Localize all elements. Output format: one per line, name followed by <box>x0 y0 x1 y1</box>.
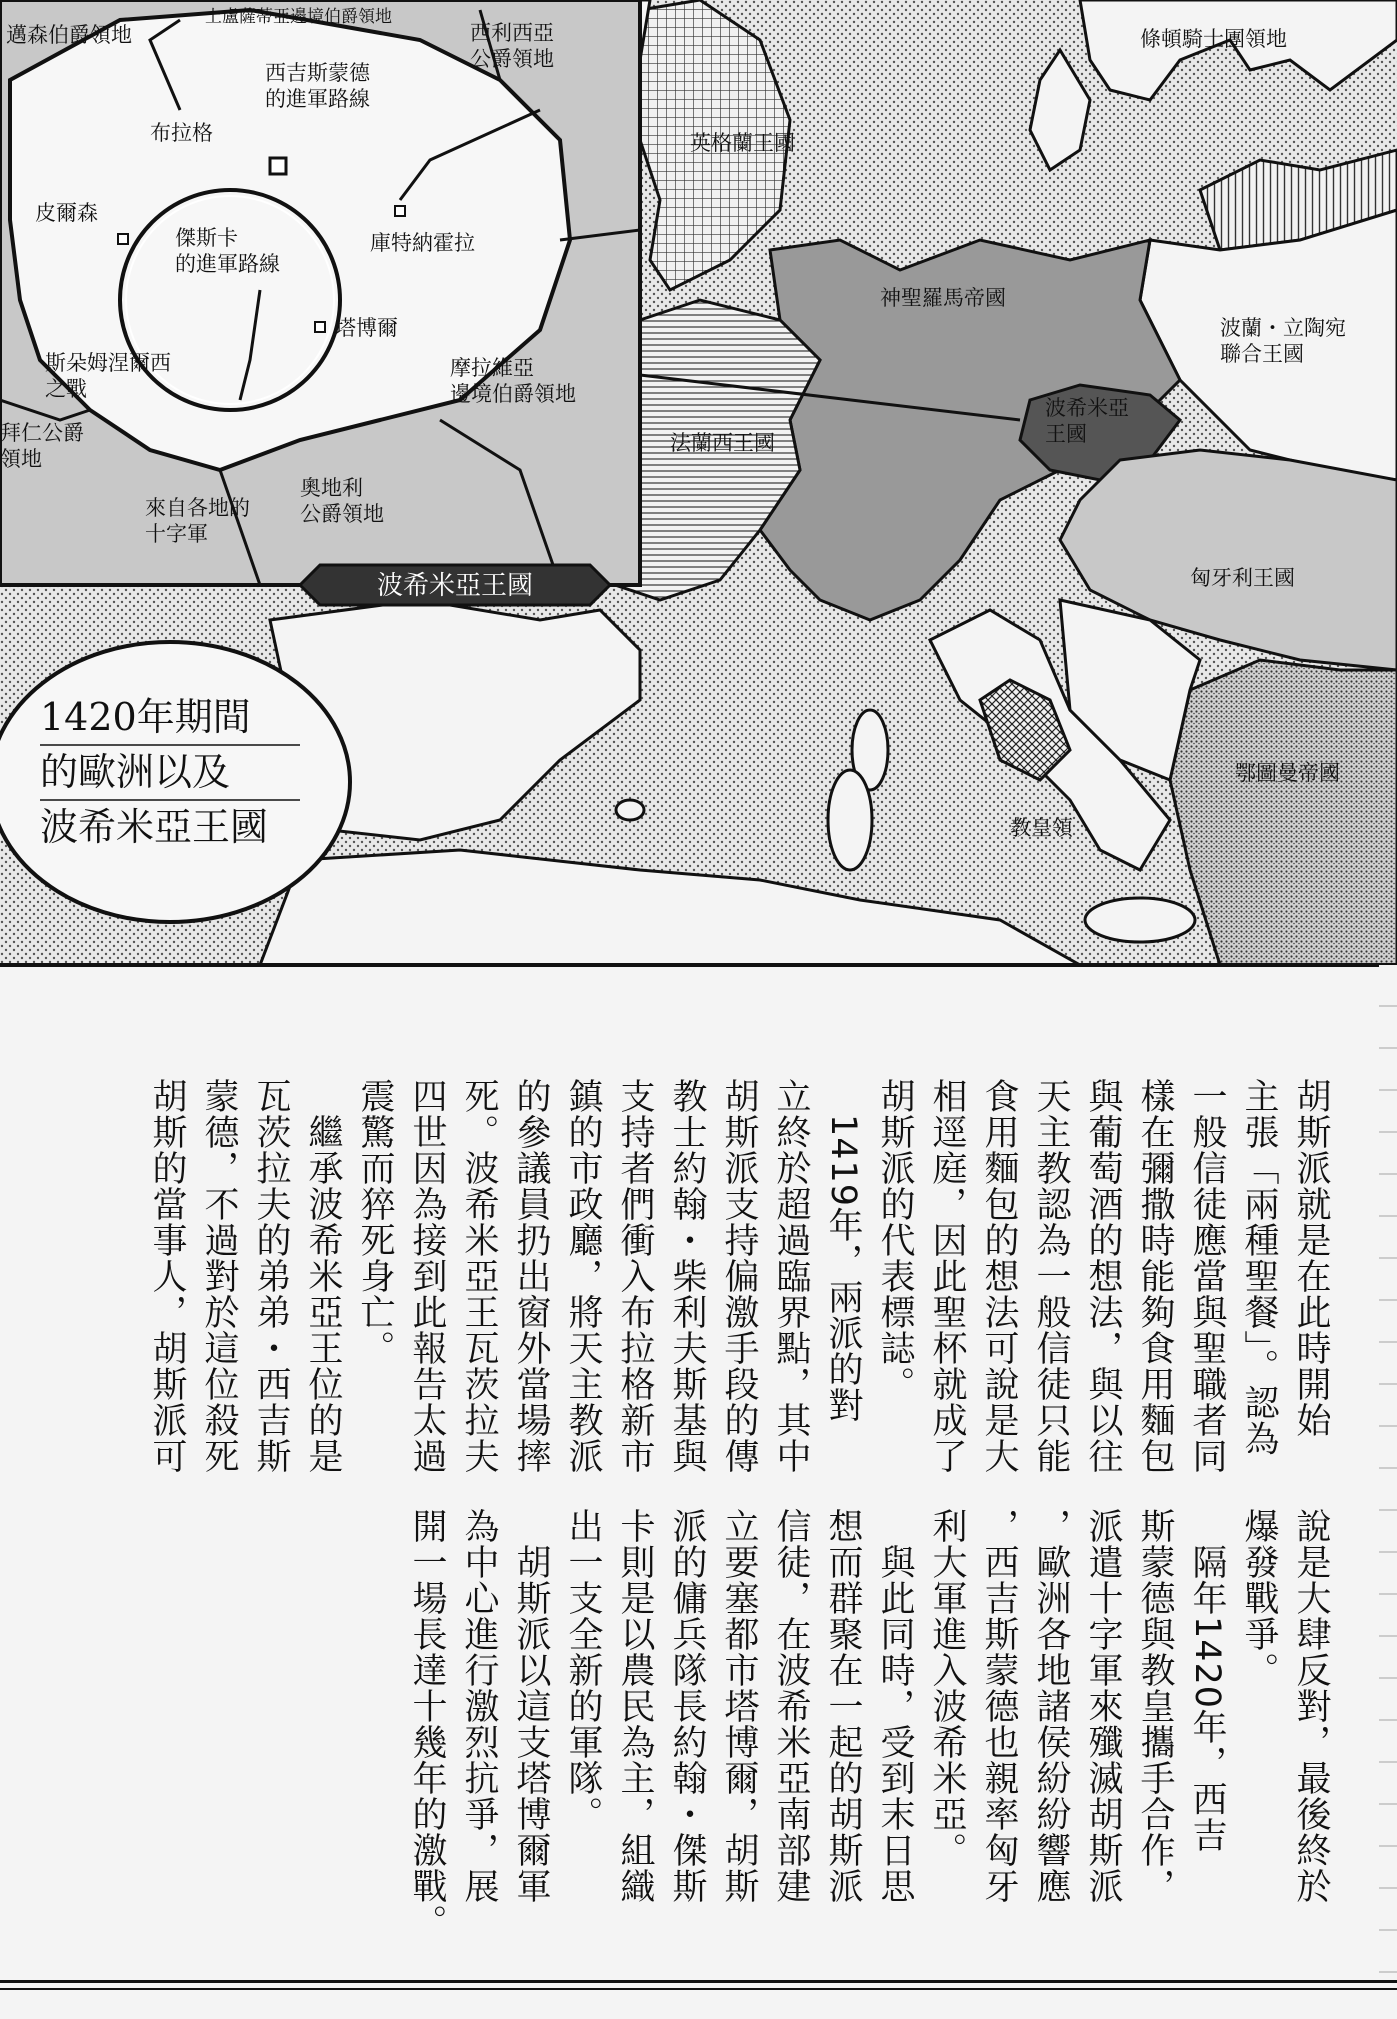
text-line: 瓦茨拉夫的弟弟・西吉斯 <box>251 1078 291 1474</box>
text-line: 相逕庭，因此聖杯就成了 <box>927 1078 967 1474</box>
text-line: 繼承波希米亞王位的是 <box>303 1078 343 1474</box>
text-line: 胡斯派以這支塔博爾軍 <box>511 1508 551 1904</box>
text-line: 胡斯派支持偏激手段的傳 <box>719 1078 759 1474</box>
region-label-papal: 教皇領 <box>1010 816 1073 840</box>
caption-line-1: 1420年期間 <box>40 695 251 739</box>
inset-label-sudomer-line-1: 斯朵姆涅爾西 <box>45 351 171 375</box>
region-label-poland-line-2: 聯合王國 <box>1220 342 1304 366</box>
region-label-ottoman: 鄂圖曼帝國 <box>1235 761 1340 785</box>
region-label-bavaria-line-1: 拜仁公爵 <box>0 421 84 445</box>
region-label-poland-line-1: 波蘭・立陶宛 <box>1220 316 1346 340</box>
text-line: 天主教認為一般信徒只能 <box>1031 1078 1071 1474</box>
page-edge <box>1379 965 1397 1980</box>
region-label-silesia-line-1: 西利西亞 <box>470 21 554 45</box>
text-line: 教士約翰・柴利夫斯基與 <box>667 1078 707 1474</box>
region-label-upper-lusatia: 上盧薩蒂亞邊境伯爵領地 <box>205 7 392 27</box>
text-line: 支持者們衝入布拉格新市 <box>615 1078 655 1474</box>
text-line: 斯蒙德與教皇攜手合作， <box>1135 1508 1175 1904</box>
text-line: 1419年，兩派的對 <box>823 1078 863 1424</box>
text-line: 信徒，在波希米亞南部建 <box>771 1508 811 1904</box>
region-label-france: 法蘭西王國 <box>670 431 775 455</box>
text-column-right <box>141 1078 1337 1518</box>
caption-line-3: 波希米亞王國 <box>40 805 269 849</box>
text-line: 胡斯派就是在此時開始 <box>1291 1078 1331 1438</box>
inset-label-tabor: 塔博爾 <box>335 316 398 340</box>
text-line: 想而群聚在一起的胡斯派 <box>823 1508 863 1904</box>
region-label-bohemia-small-line-1: 波希米亞 <box>1045 396 1129 420</box>
region-label-silesia-line-2: 公爵領地 <box>470 47 554 71</box>
text-line: 的參議員扔出窗外當場摔 <box>511 1078 551 1474</box>
region-label-england: 英格蘭王國 <box>690 131 795 155</box>
text-line: 主張「兩種聖餐」。認為 <box>1239 1078 1279 1457</box>
inset-label-zizka-route-line-1: 傑斯卡 <box>175 226 238 250</box>
text-line: 派遣十字軍來殲滅胡斯派 <box>1083 1508 1123 1904</box>
map-divider <box>0 963 1397 967</box>
region-label-bavaria-line-2: 領地 <box>0 447 42 471</box>
region-label-austria-line-1: 奧地利 <box>300 476 363 500</box>
region-label-hungary: 匈牙利王國 <box>1190 566 1295 590</box>
inset-label-crusaders-line-1: 來自各地的 <box>145 496 250 520</box>
text-line: 隔年1420年，西吉 <box>1187 1508 1227 1854</box>
inset-label-kutna-hora: 庫特納霍拉 <box>370 231 475 255</box>
inset-label-pilsen: 皮爾森 <box>35 201 98 225</box>
text-line: 立終於超過臨界點，其中 <box>771 1078 811 1474</box>
text-line: ，西吉斯蒙德也親率匈牙 <box>979 1508 1019 1904</box>
text-line: 一般信徒應當與聖職者同 <box>1187 1078 1227 1474</box>
inset-label-crusaders-line-2: 十字軍 <box>145 522 208 546</box>
text-line: 利大軍進入波希米亞。 <box>927 1508 967 1868</box>
region-label-moravia-line-2: 邊境伯爵領地 <box>450 382 576 406</box>
text-line: 立要塞都市塔博爾，胡斯 <box>719 1508 759 1904</box>
text-line: 與葡萄酒的想法，與以往 <box>1083 1078 1123 1474</box>
text-line: 胡斯派的代表標誌。 <box>875 1078 915 1402</box>
region-label-austria-line-2: 公爵領地 <box>300 502 384 526</box>
text-column-left <box>401 1508 1337 1938</box>
text-line: 蒙德，不過對於這位殺死 <box>199 1078 239 1474</box>
text-line: 食用麵包的想法可說是大 <box>979 1078 1019 1474</box>
text-line: 與此同時，受到末日思 <box>875 1508 915 1904</box>
text-line: 四世因為接到此報告太過 <box>407 1078 447 1474</box>
text-line: 為中心進行激烈抗爭，展 <box>459 1508 499 1904</box>
bottom-rule <box>0 1980 1397 1983</box>
inset-label-zizka-route-line-2: 的進軍路線 <box>175 252 280 276</box>
inset-label-sigismund-route-line-1: 西吉斯蒙德 <box>265 61 370 85</box>
europe-map <box>0 0 1397 965</box>
inset-title-banner <box>300 565 610 605</box>
region-label-teutonic: 條頓騎士團領地 <box>1140 27 1287 51</box>
region-label-margrave-meissen: 邁森伯爵領地 <box>6 23 132 47</box>
text-line: 震驚而猝死身亡。 <box>355 1078 395 1366</box>
text-line: 樣在彌撒時能夠食用麵包 <box>1135 1078 1175 1474</box>
inset-label-sudomer-line-2: 之戰 <box>45 377 87 401</box>
inset-label-sigismund-route-line-2: 的進軍路線 <box>265 87 370 111</box>
text-line: 死。波希米亞王瓦茨拉夫 <box>459 1078 499 1474</box>
text-line: 派的傭兵隊長約翰・傑斯 <box>667 1508 707 1904</box>
text-line: 鎮的市政廳，將天主教派 <box>563 1078 603 1474</box>
region-label-hre: 神聖羅馬帝國 <box>880 286 1006 310</box>
caption-line-2: 的歐洲以及 <box>40 750 231 794</box>
text-line: 卡則是以農民為主，組織 <box>615 1508 655 1904</box>
region-label-bohemia-small-line-2: 王國 <box>1045 422 1087 446</box>
text-line: 說是大肆反對，最後終於 <box>1291 1508 1331 1904</box>
bottom-rule-thin <box>0 1988 1397 1990</box>
text-line: 爆發戰爭。 <box>1239 1508 1279 1688</box>
text-line: 出一支全新的軍隊。 <box>563 1508 603 1832</box>
text-line: 胡斯的當事人，胡斯派可 <box>147 1078 187 1474</box>
region-label-moravia-line-1: 摩拉維亞 <box>450 356 534 380</box>
map-caption <box>0 642 350 922</box>
inset-label-prague: 布拉格 <box>150 121 213 145</box>
text-line: 開一場長達十幾年的激戰。 <box>407 1508 447 1940</box>
text-line: ，歐洲各地諸侯紛紛響應 <box>1031 1508 1071 1904</box>
inset-title: 波希米亞王國 <box>376 571 534 601</box>
